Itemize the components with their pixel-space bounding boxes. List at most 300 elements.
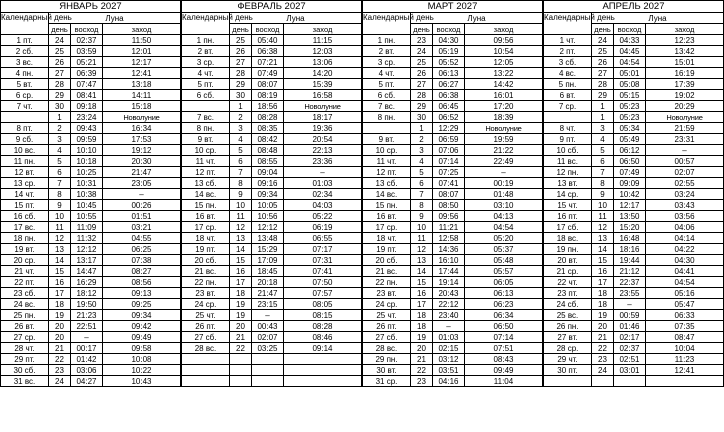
moonset-time: 04:06 xyxy=(646,222,724,233)
lunar-day: 7 xyxy=(49,178,71,189)
table-row xyxy=(1,343,181,354)
calendar-day: 2 вт. xyxy=(182,46,230,57)
moonset-time: 14:20 xyxy=(284,68,362,79)
calendar-day: 10 сб. xyxy=(544,145,592,156)
calendar-day: 17 ср. xyxy=(182,222,230,233)
moonset-time: 10:22 xyxy=(103,365,181,376)
calendar-day xyxy=(363,123,411,134)
table-row xyxy=(363,277,543,288)
calendar-day: 30 вт. xyxy=(363,365,411,376)
calendar-day: 4 пн. xyxy=(1,68,49,79)
moonrise-time: 15:29 xyxy=(252,244,284,255)
lunar-day xyxy=(230,354,252,365)
moonrise-time: 22:37 xyxy=(614,277,646,288)
moonset-time: 09:34 xyxy=(103,310,181,321)
table-row xyxy=(363,310,543,321)
moonset-time: 07:31 xyxy=(284,255,362,266)
table-row xyxy=(363,178,543,189)
moonrise-time: 06:12 xyxy=(614,145,646,156)
moonrise-time: 06:38 xyxy=(252,46,284,57)
moonset-time: 07:50 xyxy=(284,277,362,288)
table-row xyxy=(1,266,181,277)
moonset-time: 06:50 xyxy=(465,321,543,332)
lunar-day: 14 xyxy=(592,244,614,255)
moonrise-time: 06:52 xyxy=(433,112,465,123)
table-row xyxy=(544,145,724,156)
header-calendar-day: Календарный день xyxy=(182,13,230,35)
moonset-time: 16:34 xyxy=(103,123,181,134)
calendar-day: 14 вс. xyxy=(363,189,411,200)
calendar-day: 2 сб. xyxy=(1,46,49,57)
table-row xyxy=(363,255,543,266)
moonrise-time: 23:24 xyxy=(71,112,103,123)
moonset-time: 17:53 xyxy=(103,134,181,145)
table-row xyxy=(1,354,181,365)
moonrise-time: 04:33 xyxy=(614,35,646,46)
moonrise-time: 08:50 xyxy=(433,200,465,211)
moonset-time: 09:14 xyxy=(284,343,362,354)
month-table xyxy=(362,0,542,387)
lunar-day: 12 xyxy=(592,222,614,233)
moonrise-time: 18:45 xyxy=(252,266,284,277)
header-lunar-day: день xyxy=(49,24,71,35)
moonrise-time: 22:12 xyxy=(433,299,465,310)
lunar-day: 27 xyxy=(230,57,252,68)
calendar-day: 21 вс. xyxy=(363,266,411,277)
calendar-day: 6 ср. xyxy=(1,90,49,101)
table-row xyxy=(544,255,724,266)
table-row xyxy=(544,134,724,145)
lunar-day xyxy=(230,376,252,387)
table-row xyxy=(363,57,543,68)
calendar-day: 20 сб. xyxy=(363,255,411,266)
moonset-time: 10:54 xyxy=(465,46,543,57)
moonrise-time: 16:29 xyxy=(71,277,103,288)
lunar-day: 20 xyxy=(49,321,71,332)
month-title: ЯНВАРЬ 2027 xyxy=(1,1,181,13)
moonset-time: 04:30 xyxy=(646,255,724,266)
moonrise-time: 23:40 xyxy=(433,310,465,321)
table-row xyxy=(182,101,362,112)
moonset-time: 11:15 xyxy=(284,35,362,46)
table-row xyxy=(544,156,724,167)
calendar-day: 27 сб. xyxy=(182,332,230,343)
month-table xyxy=(543,0,723,387)
table-row xyxy=(182,35,362,46)
calendar-day: 22 пн. xyxy=(363,277,411,288)
lunar-day: 4 xyxy=(49,145,71,156)
calendar-day: 3 вс. xyxy=(1,57,49,68)
moonset-time: 03:10 xyxy=(465,200,543,211)
table-row xyxy=(363,123,543,134)
lunar-day: 1 xyxy=(49,112,71,123)
calendar-day: 23 вт. xyxy=(182,288,230,299)
calendar-day: 13 вт. xyxy=(544,178,592,189)
table-row xyxy=(182,46,362,57)
calendar-day: 3 ср. xyxy=(182,57,230,68)
table-row xyxy=(182,134,362,145)
lunar-day: 24 xyxy=(49,35,71,46)
moonrise-time: 05:34 xyxy=(614,123,646,134)
moonrise-time: 09:56 xyxy=(433,211,465,222)
moonrise-time: 00:43 xyxy=(252,321,284,332)
moonrise-time: 02:37 xyxy=(614,343,646,354)
calendar-day: 29 пт. xyxy=(1,354,49,365)
moonrise-time: 06:59 xyxy=(433,134,465,145)
moonrise-time: 06:27 xyxy=(433,79,465,90)
lunar-day: 11 xyxy=(411,233,433,244)
lunar-day: 8 xyxy=(49,189,71,200)
moonrise-time: 08:19 xyxy=(252,90,284,101)
table-row xyxy=(182,255,362,266)
calendar-day xyxy=(182,101,230,112)
table-row xyxy=(544,310,724,321)
table-row xyxy=(544,365,724,376)
table-row xyxy=(363,200,543,211)
moonset-time: 14:11 xyxy=(103,90,181,101)
moonrise-time: 14:36 xyxy=(433,244,465,255)
calendar-day: 18 пн. xyxy=(1,233,49,244)
moonrise-time: 12:58 xyxy=(433,233,465,244)
table-row xyxy=(363,266,543,277)
moonset-time: 08:56 xyxy=(103,277,181,288)
calendar-day: 18 чт. xyxy=(363,233,411,244)
lunar-day: 21 xyxy=(230,332,252,343)
moonrise-time: 09:04 xyxy=(252,167,284,178)
lunar-day: 1 xyxy=(230,101,252,112)
lunar-day: 27 xyxy=(592,68,614,79)
lunar-day: 30 xyxy=(230,90,252,101)
calendar-day: 30 сб. xyxy=(1,365,49,376)
calendar-day: 20 вт. xyxy=(544,255,592,266)
table-row xyxy=(182,57,362,68)
calendar-day: 6 вт. xyxy=(544,90,592,101)
moonrise-time: 07:49 xyxy=(252,68,284,79)
moonrise-time: 23:55 xyxy=(614,288,646,299)
header-lunar-day: день xyxy=(411,24,433,35)
moonset-time: 03:21 xyxy=(103,222,181,233)
lunar-day: 3 xyxy=(411,145,433,156)
lunar-day: 24 xyxy=(411,46,433,57)
table-row xyxy=(182,68,362,79)
calendar-day xyxy=(182,354,230,365)
moonrise-time: 07:41 xyxy=(433,178,465,189)
table-row xyxy=(544,354,724,365)
lunar-day: 25 xyxy=(49,46,71,57)
table-row xyxy=(544,277,724,288)
moonset-time: 00:26 xyxy=(103,200,181,211)
moonset-time: 10:08 xyxy=(103,354,181,365)
moonrise-time: 09:16 xyxy=(252,178,284,189)
calendar-day: 7 вс. xyxy=(363,101,411,112)
moonrise-time: 10:42 xyxy=(614,189,646,200)
new-moon-label: Новолуние xyxy=(284,101,362,112)
calendar-day: 2 пт. xyxy=(544,46,592,57)
moonrise-time: 11:32 xyxy=(71,233,103,244)
lunar-day: 9 xyxy=(592,189,614,200)
calendar-day: 5 пн. xyxy=(544,79,592,90)
lunar-day: 14 xyxy=(230,244,252,255)
calendar-day: 6 сб. xyxy=(363,90,411,101)
calendar-day: 25 пн. xyxy=(1,310,49,321)
calendar-day: 26 пт. xyxy=(363,321,411,332)
moonrise-time: 14:47 xyxy=(71,266,103,277)
lunar-day: 11 xyxy=(49,222,71,233)
calendar-day: 1 чт. xyxy=(544,35,592,46)
moonrise-time: 17:09 xyxy=(252,255,284,266)
moonrise-time: 10:55 xyxy=(71,211,103,222)
lunar-day: 30 xyxy=(49,101,71,112)
calendar-day: 3 сб. xyxy=(544,57,592,68)
table-row xyxy=(363,46,543,57)
calendar-day: 26 вт. xyxy=(1,321,49,332)
lunar-day: 29 xyxy=(411,101,433,112)
calendar-day: 18 вс. xyxy=(544,233,592,244)
moonrise-time: 05:49 xyxy=(614,134,646,145)
lunar-day: 15 xyxy=(49,266,71,277)
moonrise-time: 13:48 xyxy=(252,233,284,244)
lunar-day: 13 xyxy=(592,233,614,244)
moonrise-time: 08:42 xyxy=(252,134,284,145)
moonset-time: 15:01 xyxy=(646,57,724,68)
moonset-time: 04:41 xyxy=(646,266,724,277)
table-row xyxy=(1,365,181,376)
header-moonrise: восход xyxy=(252,24,284,35)
table-row xyxy=(544,123,724,134)
table-row xyxy=(182,178,362,189)
moonset-time: 15:18 xyxy=(103,101,181,112)
moonrise-time: 04:30 xyxy=(433,35,465,46)
lunar-day: 28 xyxy=(411,90,433,101)
lunar-day: 26 xyxy=(230,46,252,57)
lunar-day: 12 xyxy=(230,222,252,233)
moonset-time: 04:03 xyxy=(284,200,362,211)
calendar-day: 19 пт. xyxy=(182,244,230,255)
lunar-day: 14 xyxy=(49,255,71,266)
calendar-day: 28 вс. xyxy=(182,343,230,354)
lunar-day: 17 xyxy=(592,277,614,288)
moonset-time: 12:05 xyxy=(465,57,543,68)
moonrise-time: 07:25 xyxy=(433,167,465,178)
moonset-time: 03:43 xyxy=(646,200,724,211)
lunar-day: 26 xyxy=(592,57,614,68)
table-row xyxy=(544,376,724,387)
lunar-day: 20 xyxy=(592,321,614,332)
table-row xyxy=(363,376,543,387)
moonrise-time: 07:14 xyxy=(433,156,465,167)
moonset-time: 02:34 xyxy=(284,189,362,200)
moonset-time: 22:49 xyxy=(465,156,543,167)
moonrise-time: 20:43 xyxy=(433,288,465,299)
table-row xyxy=(363,299,543,310)
calendar-day: 25 чт. xyxy=(363,310,411,321)
moonrise-time: 10:45 xyxy=(71,200,103,211)
lunar-day: 22 xyxy=(411,365,433,376)
moonset-time: 16:01 xyxy=(465,90,543,101)
header-lunar-day: день xyxy=(592,24,614,35)
moonrise-time: 21:12 xyxy=(614,266,646,277)
moonrise-time: 04:27 xyxy=(71,376,103,387)
moonset-time: 11:23 xyxy=(646,354,724,365)
table-row xyxy=(1,321,181,332)
moonset-time: 14:42 xyxy=(465,79,543,90)
moonrise-time: – xyxy=(614,299,646,310)
table-row xyxy=(182,112,362,123)
calendar-day: 2 вт. xyxy=(363,46,411,57)
table-row xyxy=(1,376,181,387)
moonset-time: 08:46 xyxy=(284,332,362,343)
lunar-day: 6 xyxy=(592,156,614,167)
lunar-day: 1 xyxy=(592,112,614,123)
table-row xyxy=(544,222,724,233)
lunar-day: 4 xyxy=(230,134,252,145)
moonrise-time: 07:06 xyxy=(433,145,465,156)
lunar-day: 10 xyxy=(230,200,252,211)
header-lunar-day: день xyxy=(230,24,252,35)
calendar-day: 13 сб. xyxy=(182,178,230,189)
table-row xyxy=(544,343,724,354)
table-row xyxy=(1,310,181,321)
table-row xyxy=(544,332,724,343)
table-row xyxy=(363,321,543,332)
moonrise-time: 03:06 xyxy=(71,365,103,376)
table-row xyxy=(182,90,362,101)
new-moon-label: Новолуние xyxy=(646,112,724,123)
calendar-day: 28 чт. xyxy=(1,343,49,354)
lunar-day: 26 xyxy=(49,57,71,68)
header-moonrise: восход xyxy=(71,24,103,35)
table-row xyxy=(182,354,362,365)
lunar-day: 29 xyxy=(230,79,252,90)
table-row xyxy=(182,156,362,167)
table-row xyxy=(182,222,362,233)
moonset-time: 06:34 xyxy=(465,310,543,321)
calendar-day: 15 пн. xyxy=(182,200,230,211)
lunar-day: 3 xyxy=(49,134,71,145)
lunar-day xyxy=(592,376,614,387)
calendar-day: 12 пн. xyxy=(544,167,592,178)
moonrise-time: 06:13 xyxy=(433,68,465,79)
lunar-day: 18 xyxy=(49,299,71,310)
table-row xyxy=(182,189,362,200)
lunar-day: 18 xyxy=(230,288,252,299)
calendar-day xyxy=(182,376,230,387)
moonset-time: 13:06 xyxy=(284,57,362,68)
calendar-day: 23 сб. xyxy=(1,288,49,299)
calendar-day: 18 чт. xyxy=(182,233,230,244)
calendar-day: 22 пт. xyxy=(1,277,49,288)
moonrise-time: 05:23 xyxy=(614,101,646,112)
header-moonrise: восход xyxy=(433,24,465,35)
moonrise-time: 10:56 xyxy=(252,211,284,222)
moonrise-time: 09:43 xyxy=(71,123,103,134)
moonrise-time: – xyxy=(433,321,465,332)
moonset-time: 18:17 xyxy=(284,112,362,123)
moonset-time: 03:56 xyxy=(646,211,724,222)
header-moon: Луна xyxy=(230,13,362,24)
moonset-time: 04:54 xyxy=(646,277,724,288)
calendar-day: 14 вс. xyxy=(182,189,230,200)
calendar-day: 28 вс. xyxy=(363,343,411,354)
calendar-day xyxy=(544,376,592,387)
lunar-day: 18 xyxy=(411,310,433,321)
moonset-time: 12:23 xyxy=(646,35,724,46)
moonset-time: 20:54 xyxy=(284,134,362,145)
lunar-day: 11 xyxy=(230,211,252,222)
moonset-time: 15:39 xyxy=(284,79,362,90)
calendar-day: 19 вт. xyxy=(1,244,49,255)
table-row xyxy=(363,90,543,101)
moonrise-time: 01:42 xyxy=(71,354,103,365)
calendar-day: 24 ср. xyxy=(363,299,411,310)
table-row xyxy=(544,68,724,79)
calendar-day: 4 вс. xyxy=(544,68,592,79)
table-row xyxy=(1,178,181,189)
moonrise-time: 05:08 xyxy=(614,79,646,90)
lunar-day: 5 xyxy=(230,145,252,156)
lunar-day: 19 xyxy=(592,310,614,321)
calendar-day: 15 пт. xyxy=(1,200,49,211)
lunar-day: 10 xyxy=(592,200,614,211)
calendar-day: 16 пт. xyxy=(544,211,592,222)
moonset-time: 05:16 xyxy=(646,288,724,299)
lunar-day: 19 xyxy=(49,310,71,321)
moonrise-time: 06:39 xyxy=(71,68,103,79)
moonrise-time: 00:59 xyxy=(614,310,646,321)
calendar-day: 24 сб. xyxy=(544,299,592,310)
table-row xyxy=(544,288,724,299)
lunar-day: 22 xyxy=(592,343,614,354)
moonrise-time: 12:29 xyxy=(433,123,465,134)
moonrise-time: 13:50 xyxy=(614,211,646,222)
moonrise-time xyxy=(252,365,284,376)
table-row xyxy=(182,200,362,211)
calendar-day: 14 ср. xyxy=(544,189,592,200)
table-row xyxy=(182,310,362,321)
table-row xyxy=(363,222,543,233)
calendar-day: 11 чт. xyxy=(363,156,411,167)
lunar-day: 28 xyxy=(592,79,614,90)
calendar-day: 1 пн. xyxy=(363,35,411,46)
moonset-time: 07:14 xyxy=(465,332,543,343)
calendar-day: 17 сб. xyxy=(544,222,592,233)
moonset-time xyxy=(284,365,362,376)
moonrise-time: 10:25 xyxy=(71,167,103,178)
table-row xyxy=(182,299,362,310)
moonset-time: 06:55 xyxy=(284,233,362,244)
calendar-day: 9 вт. xyxy=(182,134,230,145)
table-row xyxy=(544,178,724,189)
table-row xyxy=(182,376,362,387)
calendar-day: 8 пт. xyxy=(1,123,49,134)
table-row xyxy=(363,145,543,156)
calendar-day: 5 пт. xyxy=(363,79,411,90)
calendar-day: 12 пт. xyxy=(363,167,411,178)
moonset-time: 23:05 xyxy=(103,178,181,189)
moonrise-time: 12:17 xyxy=(614,200,646,211)
moonrise-time: 09:59 xyxy=(71,134,103,145)
calendar-day: 14 чт. xyxy=(1,189,49,200)
table-row xyxy=(1,332,181,343)
lunar-day: 9 xyxy=(230,189,252,200)
table-row xyxy=(363,365,543,376)
lunar-day: 5 xyxy=(411,167,433,178)
lunar-day: 16 xyxy=(230,266,252,277)
calendar-day: 12 вт. xyxy=(1,167,49,178)
table-row xyxy=(363,134,543,145)
calendar-day: 21 ср. xyxy=(544,266,592,277)
calendar-day: 31 ср. xyxy=(363,376,411,387)
